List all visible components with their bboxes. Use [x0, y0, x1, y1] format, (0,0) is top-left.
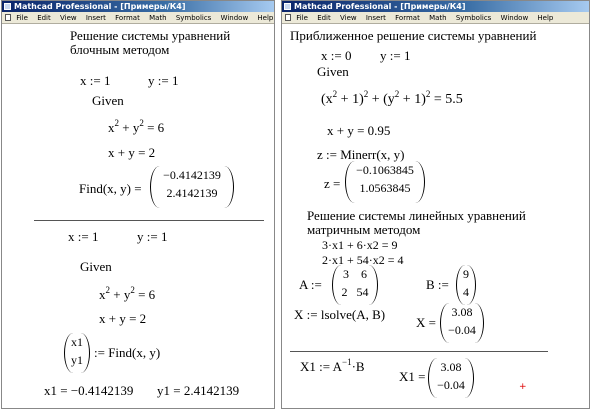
linear-constraint[interactable]: x + y = 0.95 [327, 123, 391, 138]
y1-result[interactable]: y1 = 2.4142139 [157, 383, 240, 398]
find-result-x: −0.4142139 [163, 168, 221, 182]
menu-window[interactable]: Window [220, 14, 249, 22]
mathcad-app-icon [284, 3, 291, 10]
crosshair-cursor-icon: + [519, 382, 527, 392]
y-initial-value-2[interactable]: y := 1 [137, 229, 168, 244]
b-vector-2: 4 [463, 285, 469, 299]
block-method-heading-line2: блочным методом [70, 42, 170, 57]
left-mathcad-window [1, 0, 275, 409]
unknowns-vector [64, 333, 90, 373]
x-label[interactable]: X = [416, 315, 436, 330]
y-initial-value[interactable]: y := 1 [380, 48, 411, 63]
x-result-1: 3.08 [451, 305, 473, 319]
region-divider [34, 220, 264, 221]
unknown-y1: y1 [71, 353, 83, 367]
menu-symbolics[interactable]: Symbolics [455, 14, 492, 22]
menu-edit[interactable]: Edit [37, 14, 51, 22]
menu-insert[interactable]: Insert [365, 14, 386, 22]
x-initial-value-2[interactable]: x := 1 [68, 229, 99, 244]
unknown-x1: x1 [71, 335, 83, 349]
x1-result-2: −0.04 [437, 378, 465, 392]
linear-heading-line1: Решение системы линейных уравнений [307, 208, 526, 223]
x1-result-1: 3.08 [440, 360, 462, 374]
find-result-y: 2.4142139 [166, 186, 218, 200]
b-vector-1: 9 [463, 267, 469, 281]
z-label[interactable]: z = [324, 176, 341, 191]
mathcad-app-icon [4, 3, 11, 10]
menu-file[interactable]: File [296, 14, 308, 22]
equation-circle-2[interactable]: $x^2 + y^2 = 6$ [99, 285, 156, 302]
x-result-2: −0.04 [448, 323, 476, 337]
x-result-vector [440, 303, 484, 343]
nonlinear-equation[interactable]: $(x^2 + 1)^2 + (y^2 + 1)^2 = 5.5$ [321, 89, 463, 107]
right-mathcad-window [281, 0, 590, 409]
menu-help[interactable]: Help [257, 14, 274, 22]
equation-line[interactable]: x + y = 2 [108, 145, 156, 160]
menu-format[interactable]: Format [115, 14, 140, 22]
x1-result[interactable]: x1 = −0.4142139 [44, 383, 134, 398]
find-expression[interactable]: Find(x, y) = [79, 181, 142, 196]
menu-view[interactable]: View [59, 14, 77, 22]
lsolve-assignment[interactable]: X := lsolve(A, B) [294, 307, 386, 322]
menu-format[interactable]: Format [395, 14, 420, 22]
menu-symbolics[interactable]: Symbolics [175, 14, 212, 22]
equation-line-2[interactable]: x + y = 2 [99, 311, 147, 326]
block-method-heading-line1: Решение системы уравнений [70, 28, 231, 43]
linear-equation-2[interactable]: 2·x1 + 54·x2 = 4 [322, 253, 404, 267]
find-result-vector [150, 166, 234, 208]
x1-result-vector [428, 358, 474, 398]
x1-label[interactable]: X1 = [399, 369, 426, 384]
given-keyword[interactable]: Given [92, 93, 124, 108]
x-initial-value[interactable]: x := 1 [80, 73, 111, 88]
b-label[interactable]: B := [426, 277, 449, 292]
menu-window[interactable]: Window [500, 14, 529, 22]
given-keyword[interactable]: Given [317, 64, 349, 79]
z-result-2: 1.0563845 [359, 181, 411, 195]
z-result-1: −0.1063845 [356, 163, 414, 177]
equation-circle[interactable]: $x^2 + y^2 = 6$ [108, 118, 165, 135]
linear-equation-1[interactable]: 3·x1 + 6·x2 = 9 [322, 238, 398, 252]
a-label[interactable]: A := [299, 277, 322, 292]
left-menu-bar [2, 12, 274, 24]
left-title-bar[interactable] [2, 1, 274, 12]
region-divider [290, 351, 548, 352]
right-menu-bar [282, 12, 589, 24]
z-result-vector [345, 161, 425, 203]
document-icon[interactable] [285, 14, 291, 21]
left-window-title: Mathcad Professional - [Примеры/К4] [14, 2, 186, 11]
x-initial-value[interactable]: x := 0 [321, 48, 352, 63]
menu-edit[interactable]: Edit [317, 14, 331, 22]
linear-heading-line2: матричным методом [307, 222, 421, 237]
menu-view[interactable]: View [339, 14, 357, 22]
given-keyword-2[interactable]: Given [80, 259, 112, 274]
right-title-bar[interactable] [282, 1, 589, 12]
menu-math[interactable]: Math [149, 14, 167, 22]
a-matrix [332, 265, 378, 305]
menu-math[interactable]: Math [429, 14, 447, 22]
menu-file[interactable]: File [16, 14, 28, 22]
right-window-title: Mathcad Professional - [Примеры/К4] [294, 2, 466, 11]
find-assignment[interactable]: := Find(x, y) [94, 345, 161, 360]
minerr-assignment[interactable]: z := Minerr(x, y) [317, 147, 405, 162]
y-initial-value[interactable]: y := 1 [148, 73, 179, 88]
approx-solution-heading: Приближенное решение системы уравнений [290, 28, 537, 43]
menu-insert[interactable]: Insert [85, 14, 106, 22]
menu-help[interactable]: Help [537, 14, 554, 22]
a-matrix-row-2: 2 54 [341, 285, 369, 299]
b-vector [456, 265, 476, 305]
inverse-matrix-assignment[interactable]: X1 := $A^{-1}\cdot B$ [300, 357, 365, 374]
document-icon[interactable] [5, 14, 11, 21]
a-matrix-row-1: 3 6 [343, 267, 367, 281]
